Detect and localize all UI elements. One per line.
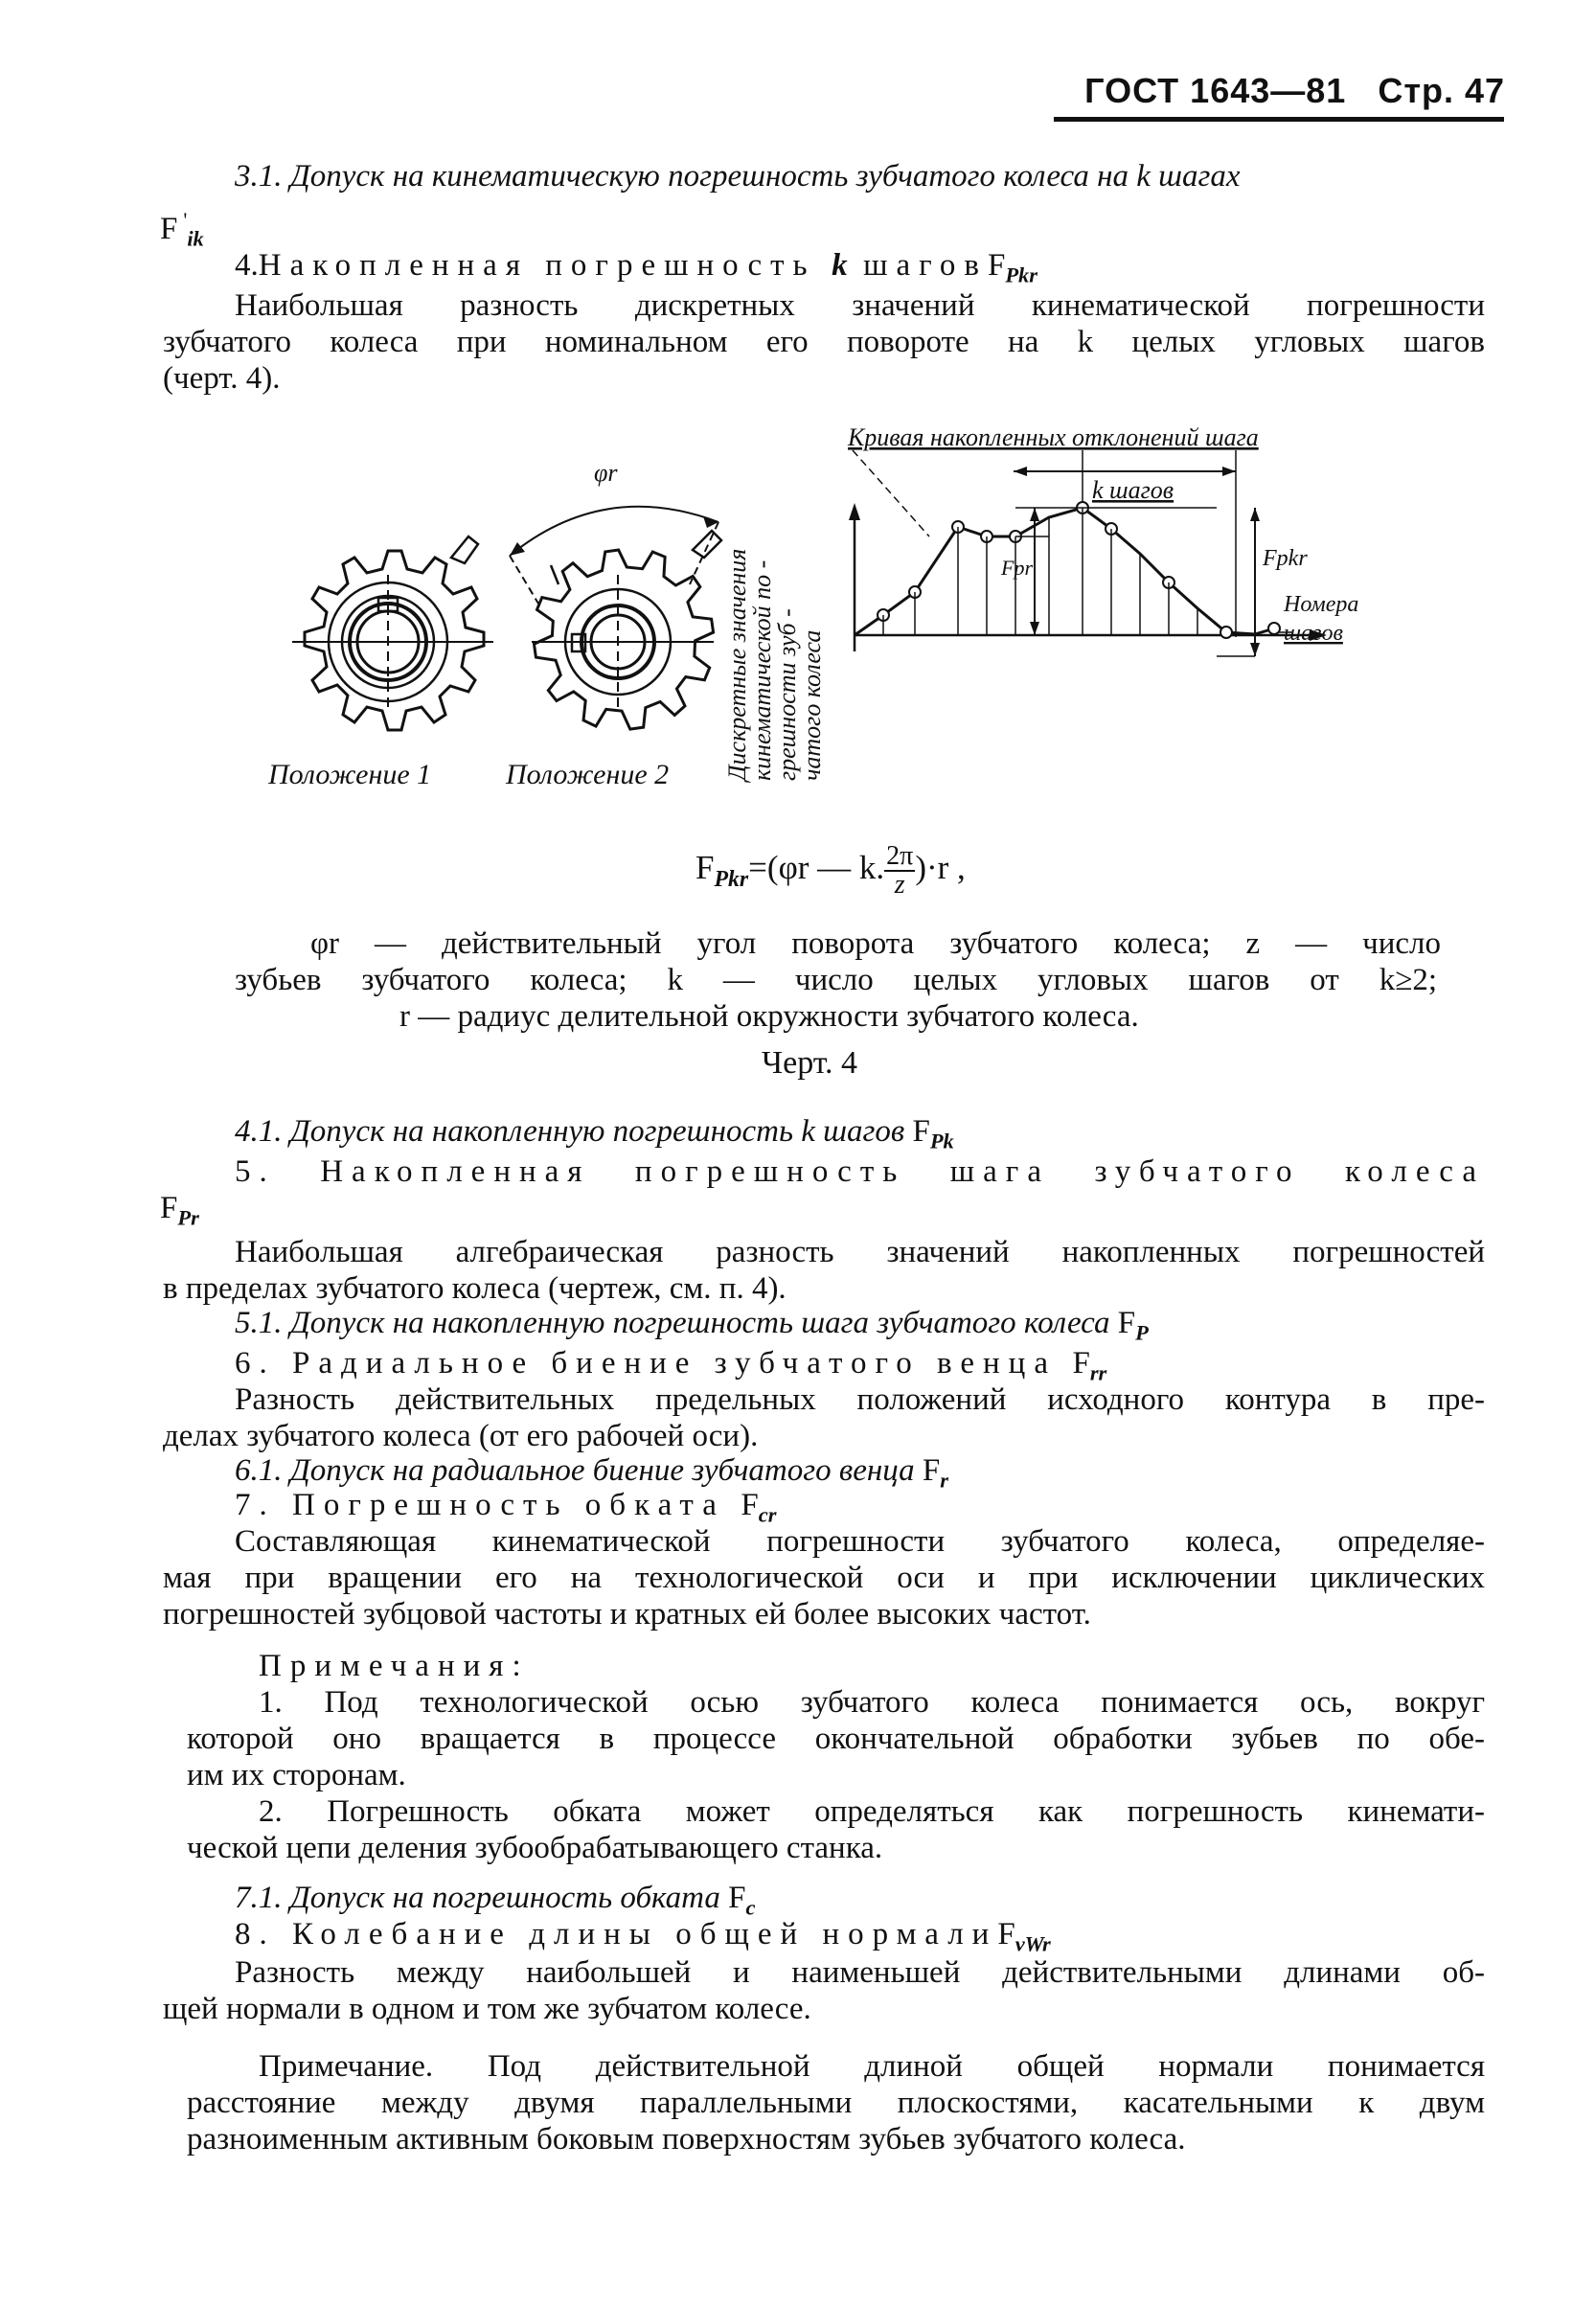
symbol-subscript: Pkr bbox=[1005, 262, 1037, 287]
final-note-line1: Примечание. Под действительной длиной общей нормали понимается bbox=[259, 2049, 1485, 2084]
section-7-1 bbox=[235, 1880, 756, 1922]
symbol-letter: F bbox=[987, 248, 1006, 283]
fpkr-label: Fpkr bbox=[1263, 546, 1308, 571]
legend-line2: зубьев зубчатого колеса; k — число целых угловых шагов от k≥2; bbox=[235, 963, 1437, 997]
section-title: Накопленная погрешность bbox=[258, 248, 816, 283]
section-number: 4. bbox=[235, 248, 259, 283]
symbol-subscript: ik bbox=[187, 226, 204, 251]
notes-title: Примечания: bbox=[259, 1649, 530, 1683]
formula-lhs-subscript: Pkr bbox=[714, 867, 749, 893]
symbol-letter: F bbox=[922, 1453, 941, 1488]
final-note-line3: разноименным активным боковым поверхностям зубьев зубчатого колеса. bbox=[187, 2122, 1186, 2157]
section-4-heading bbox=[235, 247, 1037, 289]
section-7-title: 7. Погрешность обката bbox=[235, 1488, 725, 1522]
note-1-line3: им их сторонам. bbox=[187, 1758, 406, 1792]
note-2-line1: 2. Погрешность обката может определяться как погрешность кинемати- bbox=[259, 1794, 1485, 1829]
vertical-caption-4: чатого колеса bbox=[798, 629, 826, 781]
page-number: Стр. 47 bbox=[1378, 71, 1505, 110]
section-title-word: шагов bbox=[863, 248, 988, 283]
section-8-def-line2: щей нормали в одном и том же зубчатом колесе. bbox=[163, 1992, 811, 2026]
symbol-subscript: Pk bbox=[929, 1129, 954, 1153]
accumulated-curve bbox=[855, 508, 1274, 635]
figure-4 bbox=[239, 412, 1408, 814]
section-6-title: 6. Радиальное биение зубчатого венца bbox=[235, 1346, 1057, 1381]
formula-rhs-part2: )·r , bbox=[915, 849, 966, 887]
section-3-1 bbox=[235, 158, 1241, 196]
symbol-letter: F bbox=[1072, 1346, 1090, 1381]
fraction-numerator: 2π bbox=[886, 841, 914, 871]
position-1-caption: Положение 1 bbox=[268, 759, 432, 790]
section-5-1-text: 5.1. Допуск на накопленную погрешность шага зубчатого колеса bbox=[235, 1306, 1110, 1340]
symbol-subscript: vWr bbox=[1015, 1931, 1051, 1956]
phi-label: φr bbox=[594, 459, 618, 487]
final-note-line2: расстояние между двумя параллельными плоскостями, касательными к двум bbox=[187, 2086, 1485, 2120]
symbol-letter: F bbox=[160, 1191, 178, 1225]
prime-mark: ' bbox=[183, 208, 188, 232]
symbol-subscript: Pr bbox=[177, 1205, 199, 1230]
legend-line3: r — радиус делительной окружности зубчатого колеса. bbox=[399, 999, 1139, 1034]
note-2-line2: ческой цепи деления зубообрабатывающего станка. bbox=[187, 1831, 883, 1865]
fraction-denominator: z bbox=[894, 870, 905, 900]
section-5-symbol bbox=[160, 1190, 199, 1232]
section-7-heading bbox=[235, 1487, 776, 1529]
legend-line1: φr — действительный угол поворота зубчатого колеса; z — число bbox=[310, 926, 1441, 961]
formula-fpkr bbox=[695, 843, 966, 899]
symbol-subscript: cr bbox=[758, 1502, 777, 1527]
deviation-graph bbox=[849, 450, 1327, 656]
curve-label: Кривая накопленных отклонений шага bbox=[848, 423, 1259, 451]
section-6-heading bbox=[235, 1345, 1106, 1387]
symbol-subscript: P bbox=[1135, 1320, 1149, 1345]
formula-lhs: F bbox=[695, 849, 715, 887]
section-7-def-line1: Составляющая кинематической погрешности зубчатого колеса, определяе- bbox=[235, 1524, 1485, 1559]
fpr-label: Fpr bbox=[1001, 556, 1033, 580]
section-5-def-line2: в пределах зубчатого колеса (чертеж, см. п. 4). bbox=[163, 1271, 787, 1306]
position-2-caption: Положение 2 bbox=[506, 759, 670, 790]
section-4-def-line1: Наибольшая разность дискретных значений кинематической погрешности bbox=[235, 288, 1485, 323]
section-5-def-line1: Наибольшая алгебраическая разность значений накопленных погрешностей bbox=[235, 1235, 1485, 1269]
gear-position-2 bbox=[523, 531, 725, 741]
section-4-1-text: 4.1. Допуск на накопленную погрешность k шагов bbox=[235, 1114, 905, 1149]
vertical-caption-1: Дискретные значения bbox=[723, 548, 751, 781]
formula-fraction bbox=[884, 843, 915, 899]
k-variable: k bbox=[832, 248, 848, 283]
section-4-def-line2: зубчатого колеса при номинальном его повороте на k целых угловых шагов bbox=[163, 325, 1485, 359]
section-8-def-line1: Разность между наибольшей и наименьшей действительными длинами об- bbox=[235, 1955, 1485, 1990]
section-6-def-line2: делах зубчатого колеса (от его рабочей оси). bbox=[163, 1419, 759, 1453]
gear-position-1 bbox=[292, 536, 493, 730]
symbol-letter: F bbox=[997, 1917, 1015, 1951]
header-rule bbox=[1054, 117, 1504, 122]
section-8-heading bbox=[235, 1916, 1051, 1958]
k-steps-label: k шагов bbox=[1092, 476, 1174, 504]
symbol-subscript: r bbox=[940, 1468, 948, 1493]
section-3-1-symbol bbox=[160, 208, 204, 253]
figure-4-drawing bbox=[239, 412, 1408, 814]
symbol-letter: F bbox=[728, 1881, 746, 1915]
section-6-1-text: 6.1. Допуск на радиальное биение зубчатого венца bbox=[235, 1453, 915, 1488]
vertical-caption-2: кинематической по - bbox=[748, 559, 776, 781]
note-1-line2: которой оно вращается в процессе окончательной обработки зубьев по обе- bbox=[187, 1722, 1485, 1756]
symbol-letter: F bbox=[1117, 1306, 1136, 1340]
section-5-1 bbox=[235, 1305, 1149, 1347]
section-3-1-text: 3.1. Допуск на кинематическую погрешность зубчатого колеса на k шагах bbox=[235, 159, 1241, 194]
section-7-def-line2: мая при вращении его на технологической оси и при исключении циклических bbox=[163, 1561, 1485, 1595]
formula-rhs-part1: =(φr — k. bbox=[748, 849, 885, 887]
step-numbers-label-1: Номера bbox=[1284, 592, 1359, 617]
section-4-def-line3: (черт. 4). bbox=[163, 361, 281, 396]
symbol-letter: F bbox=[741, 1488, 759, 1522]
page-header bbox=[1084, 71, 1505, 111]
step-numbers-label-2: шагов bbox=[1284, 621, 1343, 646]
figure-number: Черт. 4 bbox=[762, 1045, 858, 1081]
section-6-def-line1: Разность действительных предельных положений исходного контура в пре- bbox=[235, 1382, 1485, 1417]
vertical-caption-3: грешности зуб - bbox=[773, 608, 801, 781]
section-8-title: 8. Колебание длины общей нормали bbox=[235, 1917, 998, 1951]
symbol-letter: F bbox=[160, 212, 178, 246]
note-1-line1: 1. Под технологической осью зубчатого колеса понимается ось, вокруг bbox=[259, 1685, 1485, 1720]
section-5-heading: 5. Накопленная погрешность шага зубчатого колеса bbox=[235, 1154, 1485, 1189]
symbol-letter: F bbox=[912, 1114, 930, 1149]
vertical-axis-caption bbox=[723, 549, 826, 784]
symbol-subscript: c bbox=[745, 1895, 756, 1920]
curve-points bbox=[878, 502, 1280, 638]
section-4-1 bbox=[235, 1113, 954, 1155]
phi-angle-arc bbox=[510, 507, 718, 556]
symbol-subscript: rr bbox=[1089, 1360, 1107, 1385]
section-7-def-line3: погрешностей зубцовой частоты и кратных ей более высоких частот. bbox=[163, 1597, 1091, 1632]
standard-number: ГОСТ 1643—81 bbox=[1084, 71, 1347, 110]
section-7-1-text: 7.1. Допуск на погрешность обката bbox=[235, 1881, 720, 1915]
